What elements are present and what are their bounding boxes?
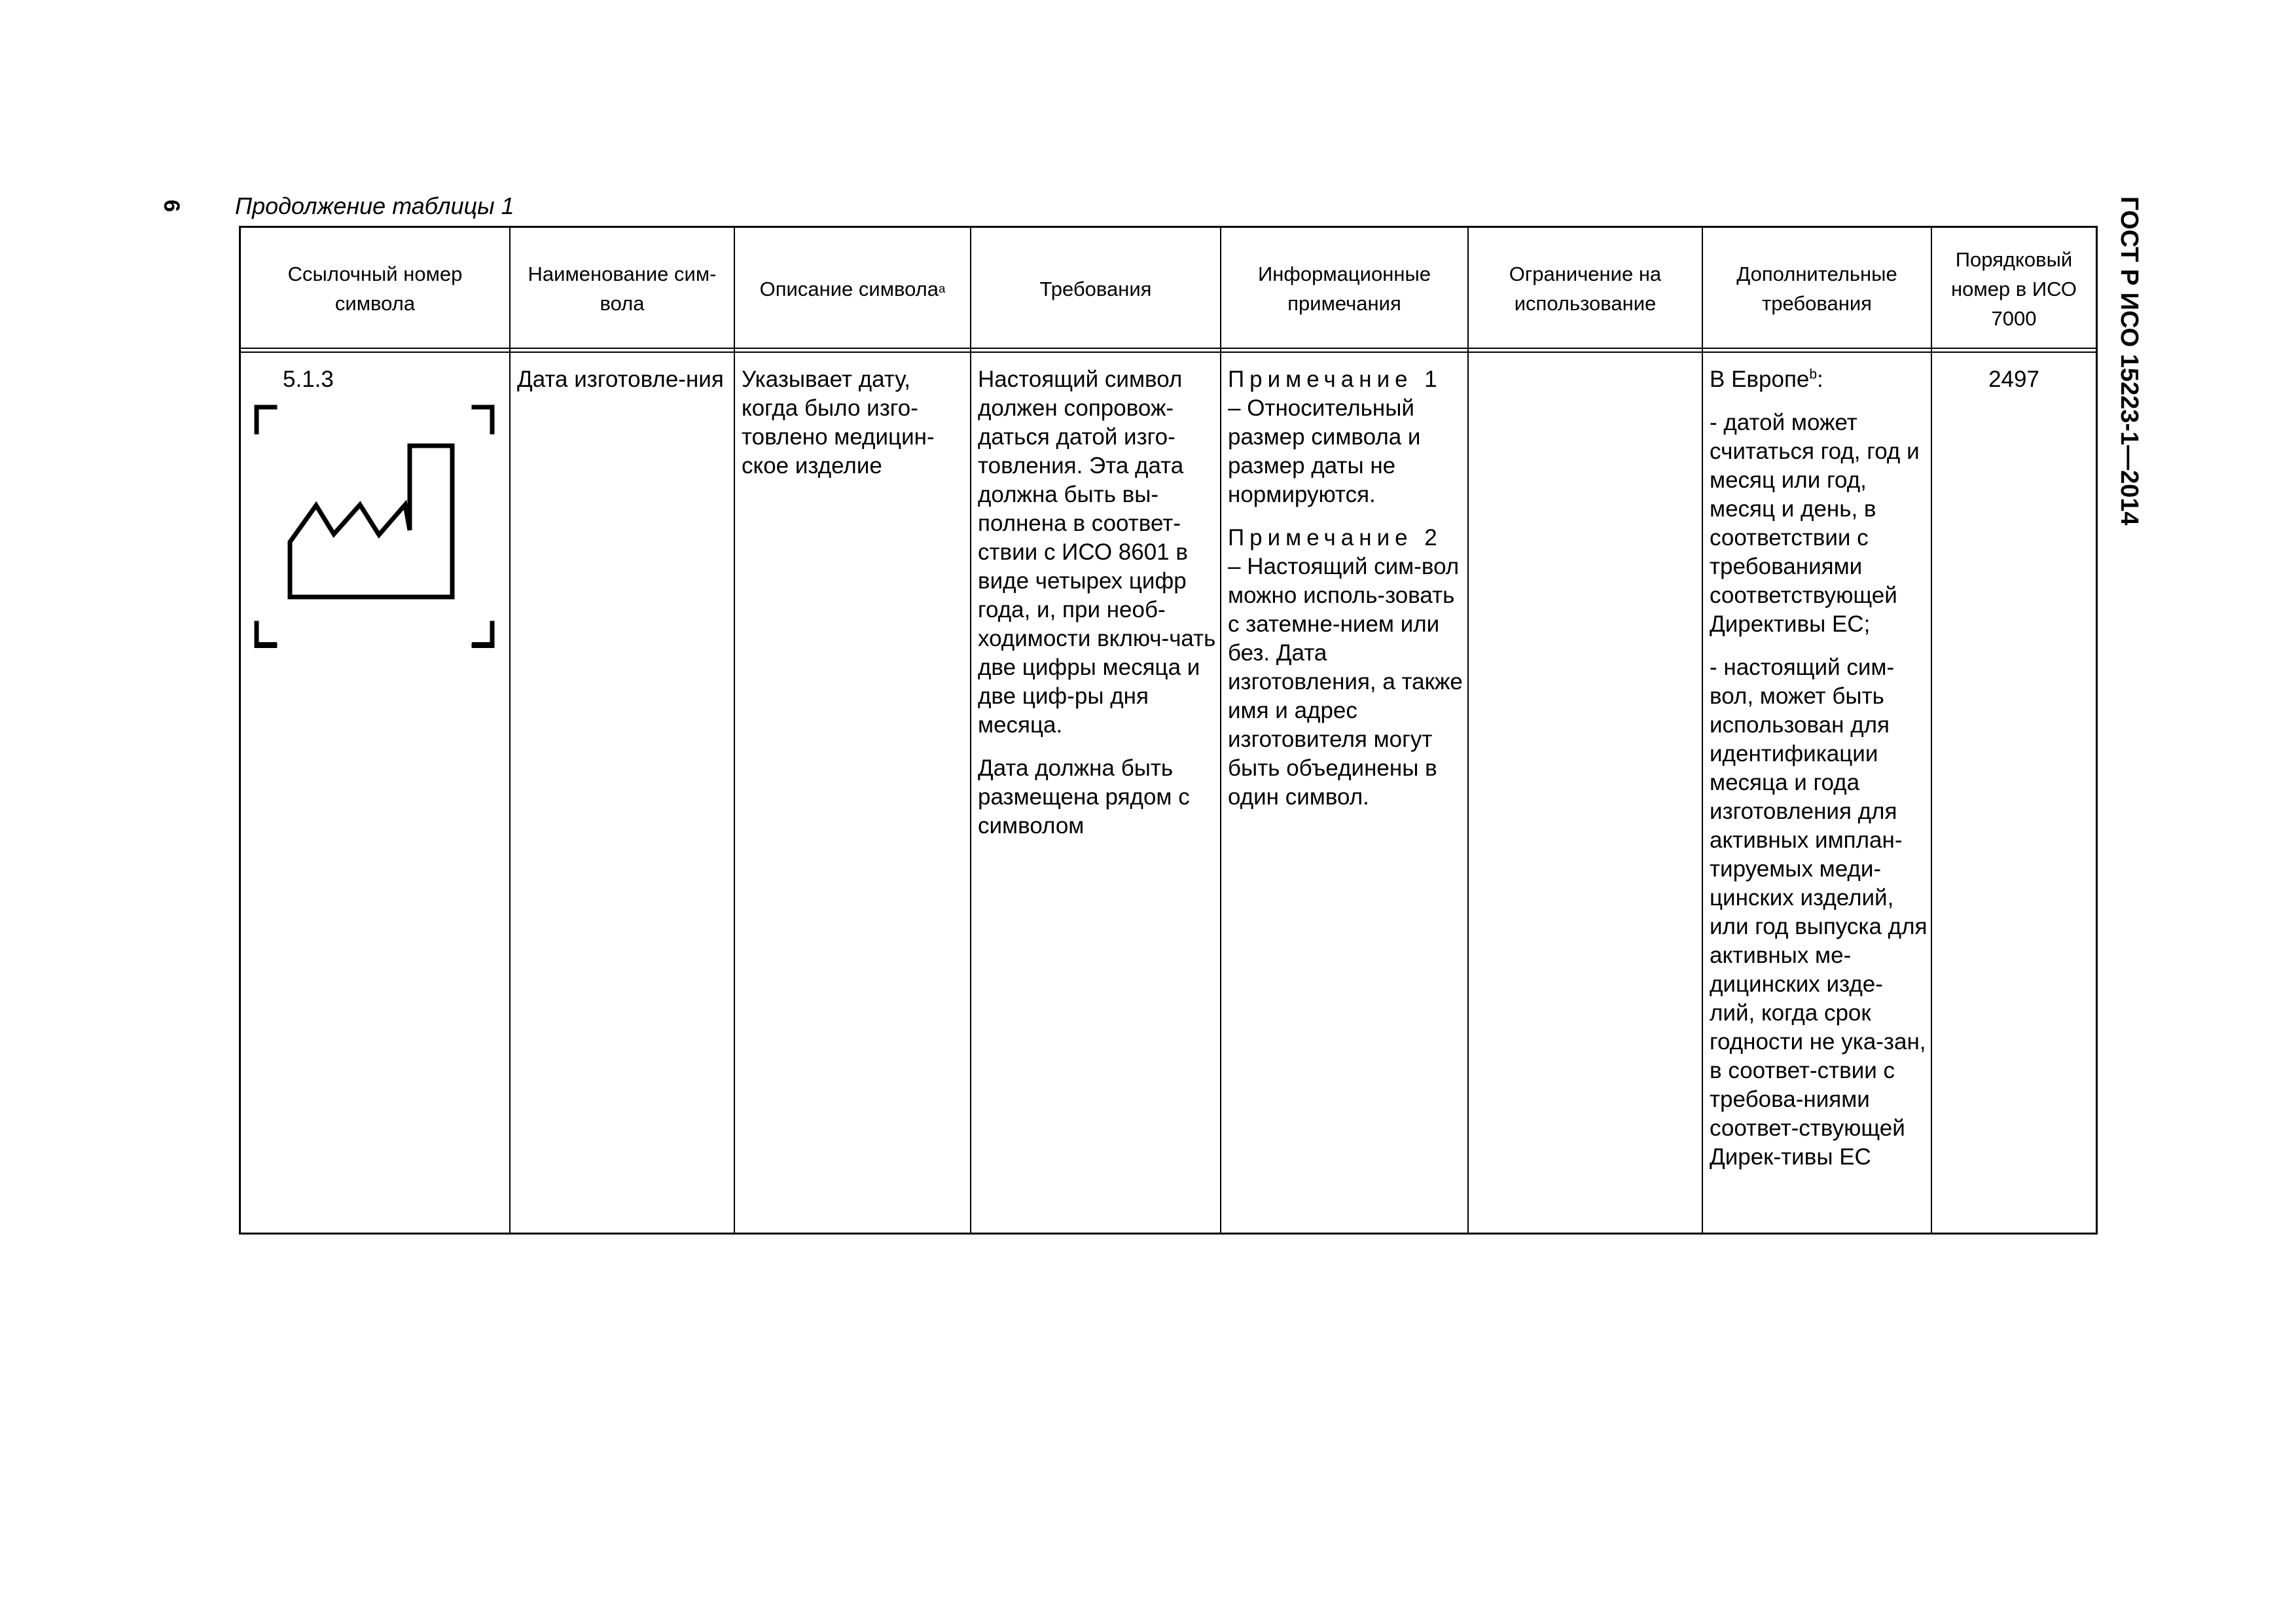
cell-description: Указывает дату, когда было изго-товлено медицин-ское изделие <box>742 367 935 478</box>
note-2-text: – Настоящий сим-вол можно исполь-зовать с затемне-нием или без. Дата изготовления, а также имя и адрес изготовителя могут быть объединены в один символ. <box>1228 554 1463 810</box>
additional-paragraph: - датой может считаться год, год и месяц или год, месяц и день, в соответствии с требованиями соответствующей Директивы ЕС; <box>1710 410 1920 637</box>
requirements-paragraph: Настоящий символ должен сопровож-даться датой изго-товления. Эта дата должна быть вы-полнена в соответ-ствии с ИСО 8601 в виде четырех цифр года, и, при необ-ходимости включ-чать две цифры месяца и две циф-ры дня месяца. <box>978 367 1216 738</box>
factory-manufacture-date-icon <box>253 403 501 652</box>
additional-paragraph: - настоящий сим-вол, может быть использован для идентификации месяца и года изготовления для активных имплан-тируемых меди-цинских изделий, или год выпуска для активных ме-дицинских изде-лий, когда срок годности не ука-зан, в соответ-ствии с требова-ниями соответ-ствующей Дирек-тивы ЕС <box>1710 655 1928 1170</box>
table-caption: Продолжение таблицы 1 <box>235 192 514 219</box>
column-divider <box>970 228 971 1233</box>
header-symbol-name: Наименование сим-вола <box>528 262 717 315</box>
column-divider <box>1220 228 1221 1233</box>
header-info-notes: Информационные примечания <box>1257 262 1431 315</box>
header-ref-number: Ссылочный номер символа <box>287 262 463 315</box>
header-requirements: Требования <box>1039 277 1152 300</box>
header-divider <box>241 352 2096 353</box>
cell-symbol-name: Дата изготовле-ния <box>517 367 724 392</box>
cell-info-notes <box>1228 365 1465 826</box>
additional-intro-text: В Европе <box>1710 367 1810 392</box>
additional-intro-colon: : <box>1817 367 1823 392</box>
cell-ref-number: 5.1.3 <box>283 367 334 392</box>
cell-additional-requirements <box>1710 365 1928 1186</box>
note-1-text: – Относительный размер символа и размер даты не нормируются. <box>1228 395 1421 507</box>
header-additional-requirements: Дополнительные требования <box>1736 262 1897 315</box>
footnote-mark-b: b <box>1809 367 1818 382</box>
header-description-text: Описание символа <box>759 277 939 300</box>
page-number: 6 <box>159 200 184 212</box>
note-1 <box>1228 365 1465 509</box>
requirements-paragraph: Дата должна быть размещена рядом с символом <box>978 755 1190 839</box>
note-1-label: Примечание 1 <box>1228 367 1443 392</box>
column-divider <box>1702 228 1703 1233</box>
column-divider <box>509 228 511 1233</box>
note-2 <box>1228 524 1465 812</box>
header-description: Описание символа a <box>735 228 970 350</box>
column-divider <box>734 228 735 1233</box>
cell-requirements <box>978 365 1217 855</box>
header-iso-number: Порядковый номер в ИСО 7000 <box>1951 247 2077 330</box>
symbols-table <box>239 226 2098 1235</box>
standard-code: ГОСТ Р ИСО 15223-1—2014 <box>2115 196 2143 526</box>
additional-intro <box>1710 365 1928 394</box>
column-divider <box>1467 228 1469 1233</box>
header-restriction: Ограничение на использование <box>1509 262 1662 315</box>
cell-iso-number: 2497 <box>1988 367 2039 392</box>
note-2-label: Примечание 2 <box>1228 525 1443 550</box>
